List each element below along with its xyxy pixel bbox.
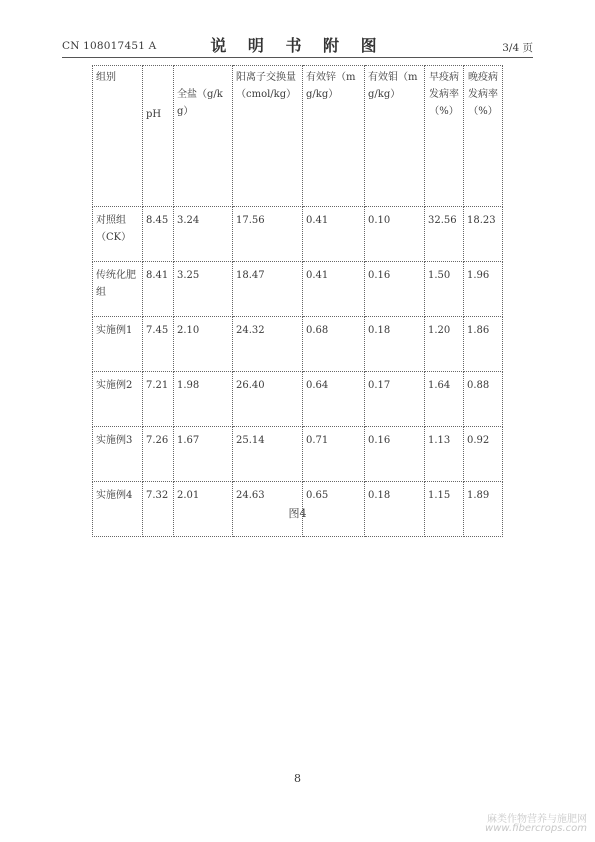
cell-ph: 8.45 [143, 207, 174, 262]
table-row [93, 372, 503, 427]
cell-molybdenum: 0.16 [365, 262, 425, 317]
cell-total-salt: 3.24 [174, 207, 233, 262]
cell-cec: 18.47 [233, 262, 303, 317]
header-cell-ph: pH [143, 66, 174, 207]
cell-total-salt: 3.25 [174, 262, 233, 317]
watermark-site-name: 麻类作物营养与施肥网 [487, 814, 587, 825]
results-table [92, 65, 503, 537]
cell-early-blight: 1.20 [425, 317, 464, 372]
cell-zinc: 0.68 [303, 317, 365, 372]
cell-total-salt: 1.67 [174, 427, 233, 482]
watermark-url: www.fibercrops.com [485, 823, 587, 834]
cell-zinc: 0.64 [303, 372, 365, 427]
header-divider [62, 57, 533, 58]
cell-early-blight: 1.50 [425, 262, 464, 317]
table-row [93, 262, 503, 317]
cell-zinc: 0.65 [303, 482, 365, 537]
cell-molybdenum: 0.16 [365, 427, 425, 482]
cell-zinc: 0.71 [303, 427, 365, 482]
cell-cec: 24.32 [233, 317, 303, 372]
table-header-row [93, 66, 503, 207]
cell-early-blight: 1.64 [425, 372, 464, 427]
cell-group: 对照组（CK） [93, 207, 143, 262]
header-cell-available-zinc: 有效锌（mg/kg） [303, 66, 365, 207]
header-cell-total-salt: 全盐（g/kg） [174, 66, 233, 207]
cell-cec: 17.56 [233, 207, 303, 262]
cell-ph: 7.21 [143, 372, 174, 427]
cell-late-blight: 0.92 [464, 427, 503, 482]
page-number: 8 [294, 772, 301, 785]
cell-total-salt: 2.01 [174, 482, 233, 537]
cell-late-blight: 0.88 [464, 372, 503, 427]
header-cell-available-molybdenum: 有效钼（mg/kg） [365, 66, 425, 207]
cell-group: 实施例1 [93, 317, 143, 372]
table-row [93, 207, 503, 262]
cell-group: 实施例3 [93, 427, 143, 482]
cell-total-salt: 2.10 [174, 317, 233, 372]
cell-group: 实施例4 [93, 482, 143, 537]
header-cell-early-blight-rate: 早疫病发病率（%） [425, 66, 464, 207]
cell-late-blight: 1.89 [464, 482, 503, 537]
header-cell-cec: 阳离子交换量（cmol/kg） [233, 66, 303, 207]
cell-cec: 24.63 [233, 482, 303, 537]
cell-cec: 25.14 [233, 427, 303, 482]
cell-late-blight: 1.86 [464, 317, 503, 372]
table-row [93, 317, 503, 372]
cell-group: 实施例2 [93, 372, 143, 427]
cell-early-blight: 1.13 [425, 427, 464, 482]
header-cell-late-blight-rate: 晚疫病发病率（%） [464, 66, 503, 207]
cell-ph: 7.26 [143, 427, 174, 482]
cell-early-blight: 32.56 [425, 207, 464, 262]
cell-early-blight: 1.15 [425, 482, 464, 537]
cell-late-blight: 1.96 [464, 262, 503, 317]
header-cell-group: 组别 [93, 66, 143, 207]
cell-late-blight: 18.23 [464, 207, 503, 262]
cell-zinc: 0.41 [303, 262, 365, 317]
cell-molybdenum: 0.18 [365, 482, 425, 537]
cell-molybdenum: 0.17 [365, 372, 425, 427]
cell-molybdenum: 0.18 [365, 317, 425, 372]
page-of-indicator: 3/4 页 [502, 42, 533, 54]
cell-ph: 7.32 [143, 482, 174, 537]
patent-number: CN 108017451 A [62, 40, 157, 52]
cell-group: 传统化肥组 [93, 262, 143, 317]
cell-ph: 7.45 [143, 317, 174, 372]
cell-ph: 8.41 [143, 262, 174, 317]
cell-molybdenum: 0.10 [365, 207, 425, 262]
table-row [93, 427, 503, 482]
page-title: 说 明 书 附 图 [210, 36, 385, 55]
figure-caption: 图4 [288, 507, 307, 520]
cell-total-salt: 1.98 [174, 372, 233, 427]
cell-cec: 26.40 [233, 372, 303, 427]
cell-zinc: 0.41 [303, 207, 365, 262]
